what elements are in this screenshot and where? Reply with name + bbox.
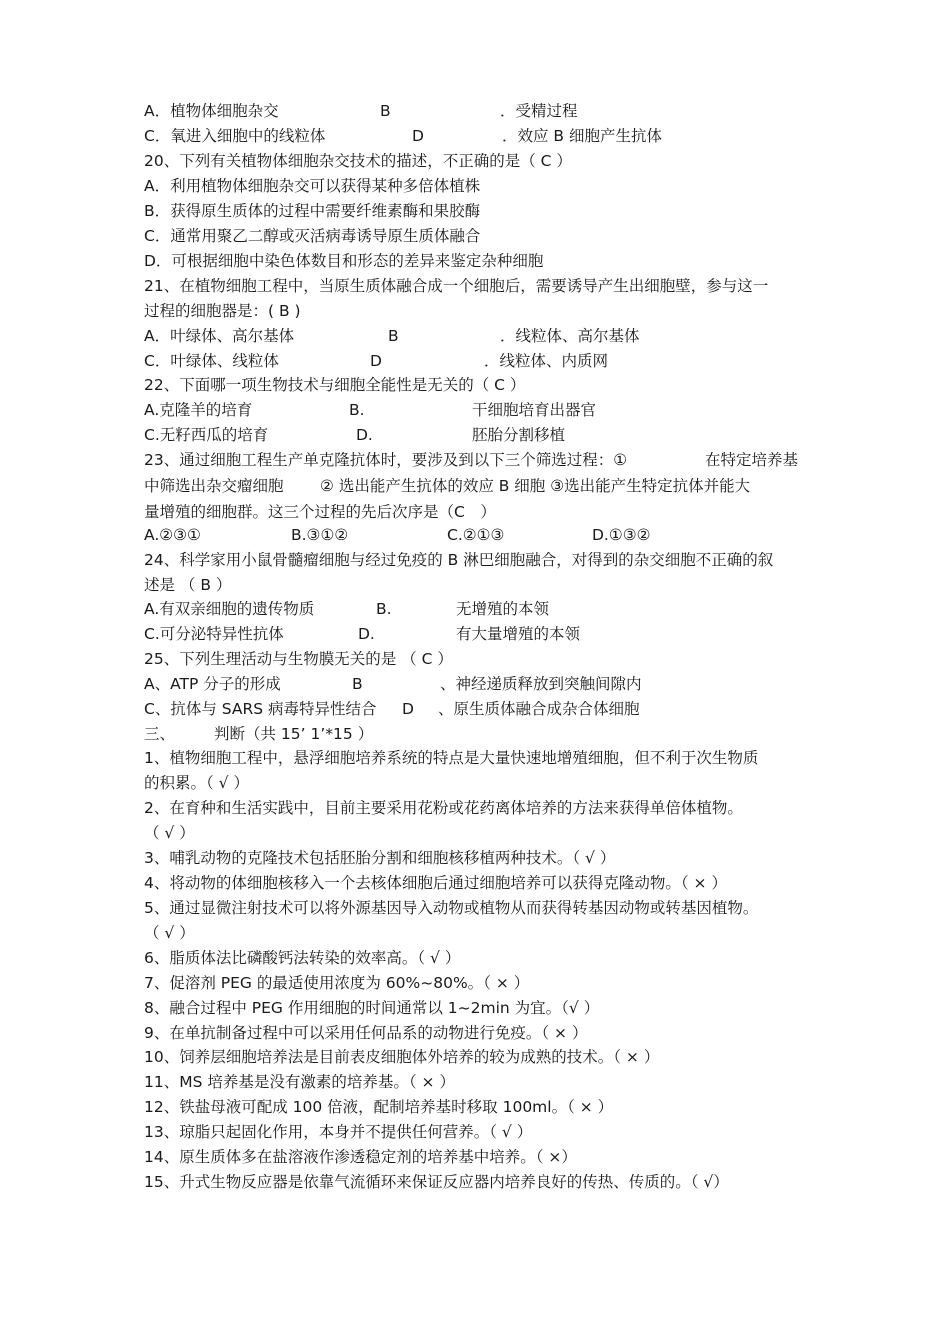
q22-option-row-cd: [144, 422, 824, 448]
q20-option-b: B．获得原生质体的过程中需要纤维素酶和果胶酶: [144, 202, 481, 220]
q24-stem-line1: 24、科学家用小鼠骨髓瘤细胞与经过免疫的 B 淋巴细胞融合，对得到的杂交细胞不正确的叙: [144, 551, 774, 569]
q25-option-a: A、ATP 分子的形成: [144, 675, 281, 693]
judge-4: 4、将动物的体细胞核移入一个去核体细胞后通过细胞培养可以获得克隆动物。（ × ）: [144, 874, 727, 892]
q19-option-a: A．植物体细胞杂交: [144, 102, 279, 120]
judge-9: 9、在单抗制备过程中可以采用任何品系的动物进行免疫。（ × ）: [144, 1024, 588, 1042]
q22-option-c: C.无籽西瓜的培育: [144, 426, 269, 444]
q23-stem-line1: [144, 447, 824, 473]
q21-option-a: A．叶绿体、高尔基体: [144, 327, 295, 345]
q23-option-b: B.③①②: [291, 526, 349, 544]
q19-option-row-cd: [144, 123, 824, 149]
q25-stem: 25、下列生理活动与生物膜无关的是 （ C ）: [144, 650, 453, 668]
q22-option-a: A.克隆羊的培育: [144, 401, 253, 419]
judge-5-line2: （ √ ）: [144, 924, 195, 942]
q20-option-a: A．利用植物体细胞杂交可以获得某种多倍体植株: [144, 177, 481, 195]
judge-6: 6、脂质体法比磷酸钙法转染的效率高。（ √ ）: [144, 949, 461, 967]
q21-option-d-letter: D: [370, 352, 382, 370]
q19-option-d-letter: D: [412, 127, 424, 145]
q19-option-b-letter: B: [380, 102, 391, 120]
section-3-number: 三、: [144, 725, 176, 743]
section-3-heading: [144, 721, 824, 747]
q24-option-c: C.可分泌特异性抗体: [144, 625, 284, 643]
judge-5-line1: 5、通过显微注射技术可以将外源基因导入动物或植物从而获得转基因动物或转基因植物。: [144, 899, 759, 917]
q21-option-row-cd: [144, 348, 824, 374]
judge-11: 11、MS 培养基是没有激素的培养基。（ × ）: [144, 1073, 455, 1091]
q22-option-row-ab: [144, 397, 824, 423]
q24-option-a: A.有双亲细胞的遗传物质: [144, 600, 315, 618]
q23-stem-line1-b: 在特定培养基: [705, 451, 799, 469]
q22-stem: 22、下面哪一项生物技术与细胞全能性是无关的（ C ）: [144, 376, 526, 394]
q25-option-d-text: 、原生质体融合成杂合体细胞: [438, 700, 640, 718]
q24-option-d-text: 有大量增殖的本领: [456, 625, 581, 643]
q25-option-b-letter: B: [352, 675, 363, 693]
judge-2-line2: （ √ ）: [144, 824, 195, 842]
q21-stem-line2: 过程的细胞器是：( B ): [144, 302, 301, 320]
q23-option-d: D.①③②: [592, 526, 651, 544]
q23-option-a: A.②③①: [144, 526, 201, 544]
judge-10: 10、饲养层细胞培养法是目前表皮细胞体外培养的较为成熟的技术。（ × ）: [144, 1048, 660, 1066]
judge-3: 3、哺乳动物的克隆技术包括胚胎分割和细胞核移植两种技术。（ √ ）: [144, 849, 616, 867]
judge-15: 15、升式生物反应器是依靠气流循环来保证反应器内培养良好的传热、传质的。（ √）: [144, 1173, 729, 1191]
q22-option-b-text: 干细胞培育出器官: [472, 401, 597, 419]
judge-13: 13、琼脂只起固化作用，本身并不提供任何营养。（ √ ）: [144, 1123, 533, 1141]
q25-option-d-letter: D: [402, 700, 414, 718]
q21-stem-line1: 21、在植物细胞工程中，当原生质体融合成一个细胞后，需要诱导产生出细胞壁，参与这一: [144, 277, 769, 295]
q19-option-c: C．氧进入细胞中的线粒体: [144, 127, 326, 145]
judge-12: 12、铁盐母液可配成 100 倍液，配制培养基时移取 100ml。（ × ）: [144, 1098, 614, 1116]
q19-option-row-ab: [144, 98, 824, 124]
q24-option-row-cd: [144, 621, 824, 647]
judge-8: 8、融合过程中 PEG 作用细胞的时间通常以 1~2min 为宜。（√ ）: [144, 999, 600, 1017]
q20-option-d: D．可根据细胞中染色体数目和形态的差异来鉴定杂种细胞: [144, 252, 544, 270]
q24-option-b-letter: B.: [376, 600, 392, 618]
q22-option-d-letter: D.: [356, 426, 373, 444]
q24-option-d-letter: D.: [358, 625, 375, 643]
q25-option-c: C、抗体与 SARS 病毒特异性结合: [144, 700, 377, 718]
judge-14: 14、原生质体多在盐溶液作渗透稳定剂的培养基中培养。（ ×）: [144, 1148, 577, 1166]
q21-option-row-ab: [144, 323, 824, 349]
q19-option-b-text: ．受精过程: [500, 102, 578, 120]
q23-stem-line2-b: ② 选出能产生抗体的效应 B 细胞 ③选出能产生特定抗体并能大: [320, 477, 751, 495]
q21-option-b-letter: B: [388, 327, 399, 345]
q20-stem: 20、下列有关植物体细胞杂交技术的描述，不正确的是（ C ）: [144, 152, 572, 170]
q23-option-c: C.②①③: [447, 526, 505, 544]
q22-option-b-letter: B.: [349, 401, 365, 419]
q21-option-c: C．叶绿体、线粒体: [144, 352, 279, 370]
section-3-title: 判断（共 15’ 1’*15 ）: [214, 725, 374, 743]
q25-option-row-ab: [144, 671, 824, 697]
judge-2-line1: 2、在育种和生活实践中，目前主要采用花粉或花药离体培养的方法来获得单倍体植物。: [144, 799, 743, 817]
q21-option-d-text: ．线粒体、内质网: [484, 352, 609, 370]
judge-1-line1: 1、植物细胞工程中，悬浮细胞培养系统的特点是大量快速地增殖细胞，但不利于次生物质: [144, 749, 759, 767]
q21-option-b-text: ．线粒体、高尔基体: [500, 327, 640, 345]
q22-option-d-text: 胚胎分割移植: [472, 426, 566, 444]
judge-1-line2: 的积累。（ √ ）: [144, 774, 249, 792]
q25-option-row-cd: [144, 696, 824, 722]
q23-stem-line3: 量增殖的细胞群。这三个过程的先后次序是（C ）: [144, 503, 496, 521]
judge-7: 7、促溶剂 PEG 的最适使用浓度为 60%~80%。（ × ）: [144, 974, 530, 992]
q23-stem-line1-a: 23、通过细胞工程生产单克隆抗体时，要涉及到以下三个筛选过程：①: [144, 451, 628, 469]
q19-option-d-text: ．效应 B 细胞产生抗体: [502, 127, 662, 145]
q20-option-c: C．通常用聚乙二醇或灭活病毒诱导原生质体融合: [144, 227, 481, 245]
q23-stem-line2: [144, 473, 824, 499]
q25-option-b-text: 、神经递质释放到突触间隙内: [440, 675, 642, 693]
q23-options: [144, 522, 824, 548]
q24-option-row-ab: [144, 596, 824, 622]
q24-option-b-text: 无增殖的本领: [456, 600, 550, 618]
q23-stem-line2-a: 中筛选出杂交瘤细胞: [144, 477, 284, 495]
q24-stem-line2: 述是 （ B ）: [144, 576, 232, 594]
